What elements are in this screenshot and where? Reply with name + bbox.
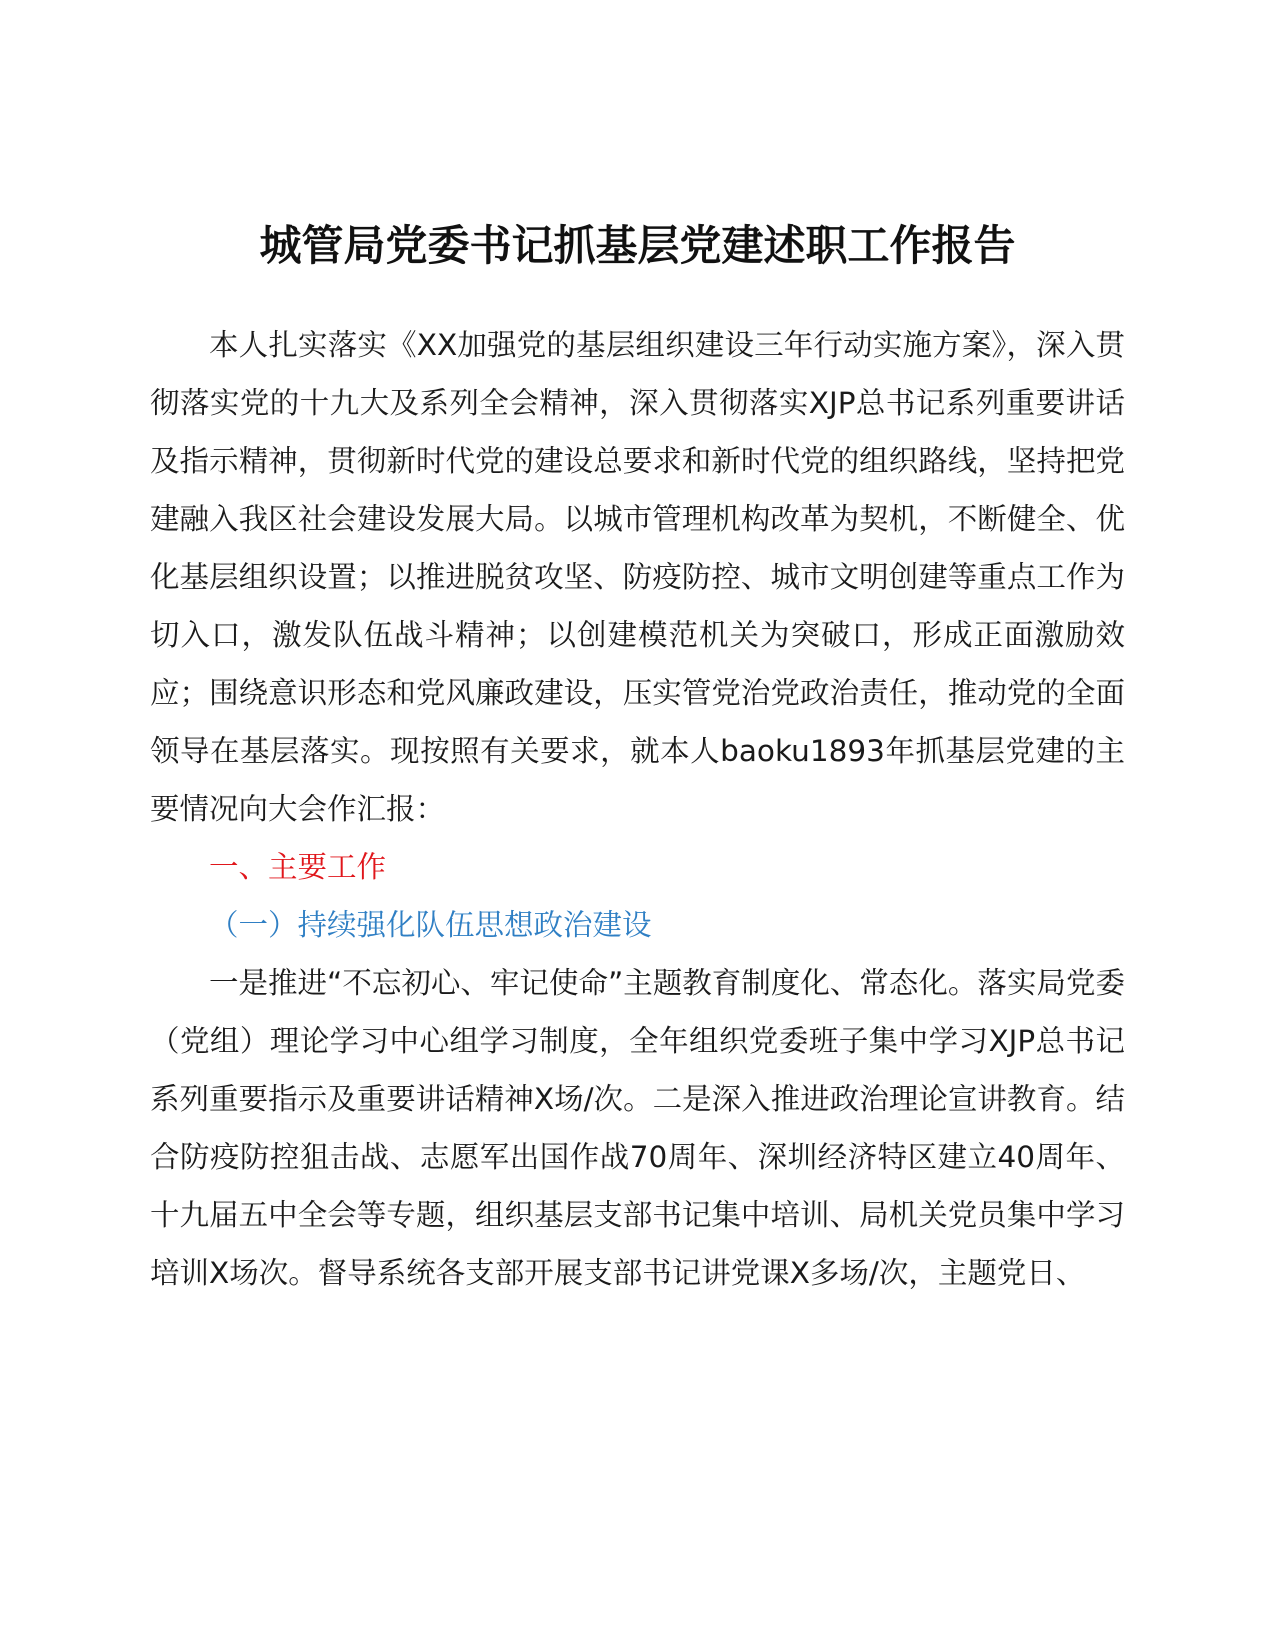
section-heading-main-work: 一、主要工作 [209, 850, 387, 884]
subsection-heading-political-building: （一）持续强化队伍思想政治建设 [209, 908, 652, 942]
body-paragraph: 一是推进“不忘初心、牢记使命”主题教育制度化、常态化。落实局党委（党组）理论学习中心组学习制度，全年组织党委班子集中学习XJP总书记系列重要指示及重要讲话精神X场/次。二是深入推进政治理论宣讲教育。结合防疫防控狙击战、志愿军出国作战70周年、深圳经济特区建立40周年、十九届五中全会等专题，组织基层支部书记集中培训、局机关党员集中学习培训X场次。督导系统各支部开展支部书记讲党课X多场/次，主题党日、 [150, 966, 1125, 1290]
document-body [150, 316, 1125, 1302]
document-title: 城管局党委书记抓基层党建述职工作报告 [259, 221, 1016, 270]
intro-paragraph: 本人扎实落实《XX加强党的基层组织建设三年行动实施方案》，深入贯彻落实党的十九大及系列全会精神，深入贯彻落实XJP总书记系列重要讲话及指示精神，贯彻新时代党的建设总要求和新时代党的组织路线，坚持把党建融入我区社会建设发展大局。以城市管理机构改革为契机，不断健全、优化基层组织设置；以推进脱贫攻坚、防疫防控、城市文明创建等重点工作为切入口，激发队伍战斗精神；以创建模范机关为突破口，形成正面激励效应；围绕意识形态和党风廉政建设，压实管党治党政治责任，推动党的全面领导在基层落实。现按照有关要求，就本人baoku1893年抓基层党建的主要情况向大会作汇报： [150, 328, 1125, 826]
